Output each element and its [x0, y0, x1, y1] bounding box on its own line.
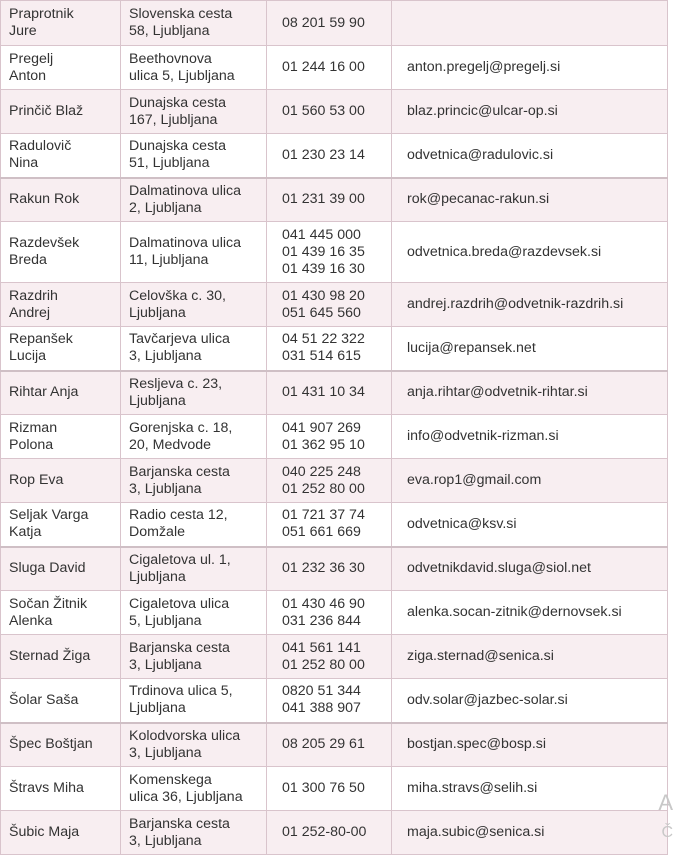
email-text: anton.pregelj@pregelj.si — [407, 59, 561, 75]
phone-line: 01 244 16 00 — [282, 59, 365, 75]
email-cell — [392, 222, 668, 283]
address-line: Dalmatinova ulica — [129, 182, 241, 199]
address-line: ulica 5, Ljubljana — [129, 67, 235, 84]
address-line: Cigaletova ulica — [129, 595, 230, 612]
address-cell — [121, 371, 267, 415]
address-cell — [121, 178, 267, 222]
address-line: Ljubljana — [129, 304, 186, 321]
phone-cell — [267, 547, 392, 591]
email-text: bostjan.spec@bosp.si — [407, 736, 547, 753]
phone-line: 01 430 46 90 — [282, 595, 365, 612]
email-cell — [392, 327, 668, 371]
email-cell — [392, 134, 668, 178]
name-cell — [1, 503, 121, 547]
address-line: Barjanska cesta — [129, 639, 230, 656]
email-cell — [392, 283, 668, 327]
address-line: Celovška c. 30, — [129, 287, 226, 304]
email-cell — [392, 547, 668, 591]
table-body — [1, 1, 668, 855]
email-text: blaz.princic@ulcar-op.si — [407, 103, 558, 119]
name-line: Rop Eva — [9, 472, 64, 488]
phone-line: 01 560 53 00 — [282, 103, 365, 119]
name-line: Katja — [9, 524, 42, 541]
name-line: Sternad Žiga — [9, 648, 91, 664]
address-line: 5, Ljubljana — [129, 612, 202, 629]
phone-line: 01 252 80 00 — [282, 656, 365, 673]
address-line: Cigaletova ul. 1, — [129, 551, 231, 568]
address-line: 3, Ljubljana — [129, 480, 202, 497]
email-text: odvetnica@ksv.si — [407, 515, 517, 532]
name-line: Rihtar Anja — [9, 384, 79, 401]
name-cell — [1, 547, 121, 591]
address-cell — [121, 415, 267, 459]
name-cell — [1, 679, 121, 723]
name-line: Štravs Miha — [9, 780, 84, 796]
phone-line: 041 561 141 — [282, 639, 361, 656]
name-cell — [1, 415, 121, 459]
address-line: Dalmatinova ulica — [129, 235, 241, 251]
email-text: maja.subic@senica.si — [407, 824, 545, 840]
phone-line: 041 388 907 — [282, 700, 361, 717]
phone-line: 041 445 000 — [282, 226, 361, 243]
address-cell — [121, 503, 267, 547]
address-line: 51, Ljubljana — [129, 155, 210, 172]
address-cell — [121, 635, 267, 679]
name-line: Šolar Saša — [9, 691, 79, 708]
name-line: Anton — [9, 67, 47, 84]
phone-line: 031 514 615 — [282, 348, 361, 365]
name-line: Jure — [9, 23, 37, 39]
address-cell — [121, 46, 267, 90]
table-row — [1, 222, 668, 283]
email-cell — [392, 1, 668, 46]
address-line: 20, Medvode — [129, 436, 212, 453]
email-text: ziga.sternad@senica.si — [407, 648, 554, 664]
phone-cell — [267, 767, 392, 811]
table-row — [1, 327, 668, 371]
name-line: Polona — [9, 436, 54, 453]
table-row — [1, 635, 668, 679]
address-cell — [121, 767, 267, 811]
address-line: Tavčarjeva ulica — [129, 331, 230, 348]
name-line: Špec Boštjan — [9, 736, 93, 753]
email-cell — [392, 635, 668, 679]
email-cell — [392, 503, 668, 547]
email-cell — [392, 459, 668, 503]
phone-cell — [267, 1, 392, 46]
phone-cell — [267, 503, 392, 547]
name-cell — [1, 283, 121, 327]
name-cell — [1, 134, 121, 178]
table-row — [1, 134, 668, 178]
email-text: rok@pecanac-rakun.si — [407, 191, 550, 208]
name-cell — [1, 327, 121, 371]
address-cell — [121, 134, 267, 178]
address-line: Gorenjska c. 18, — [129, 419, 233, 436]
address-line: Komenskega — [129, 771, 212, 788]
email-cell — [392, 811, 668, 855]
phone-line: 01 362 95 10 — [282, 436, 365, 453]
name-line: Seljak Varga — [9, 507, 89, 524]
phone-line: 04 51 22 322 — [282, 331, 365, 348]
address-line: Beethovnova — [129, 50, 212, 67]
phone-cell — [267, 46, 392, 90]
address-cell — [121, 283, 267, 327]
phone-line: 01 439 16 30 — [282, 260, 365, 277]
email-text: odvetnica.breda@razdevsek.si — [407, 243, 602, 260]
phone-cell — [267, 811, 392, 855]
phone-cell — [267, 90, 392, 134]
phone-line: 01 252 80 00 — [282, 480, 365, 497]
phone-line: 01 721 37 74 — [282, 507, 365, 524]
phone-cell — [267, 283, 392, 327]
phone-cell — [267, 635, 392, 679]
phone-cell — [267, 415, 392, 459]
email-text: miha.stravs@selih.si — [407, 780, 538, 796]
phone-line: 031 236 844 — [282, 612, 361, 629]
name-line: Rizman — [9, 419, 58, 436]
name-cell — [1, 90, 121, 134]
email-cell — [392, 679, 668, 723]
email-cell — [392, 767, 668, 811]
email-cell — [392, 591, 668, 635]
table-row — [1, 283, 668, 327]
table-row — [1, 679, 668, 723]
phone-line: 041 907 269 — [282, 419, 361, 436]
email-text: odv.solar@jazbec-solar.si — [407, 691, 568, 708]
email-text: anja.rihtar@odvetnik-rihtar.si — [407, 384, 588, 401]
address-cell — [121, 547, 267, 591]
phone-cell — [267, 371, 392, 415]
email-text: andrej.razdrih@odvetnik-razdrih.si — [407, 296, 624, 312]
name-cell — [1, 635, 121, 679]
address-line: ulica 36, Ljubljana — [129, 788, 243, 805]
table-row — [1, 415, 668, 459]
address-line: Domžale — [129, 524, 185, 541]
name-line: Rakun Rok — [9, 191, 80, 208]
email-cell — [392, 371, 668, 415]
phone-cell — [267, 459, 392, 503]
name-line: Lucija — [9, 348, 47, 365]
table-row — [1, 767, 668, 811]
address-line: 3, Ljubljana — [129, 348, 202, 365]
table-row — [1, 591, 668, 635]
table-row — [1, 459, 668, 503]
address-line: Kolodvorska ulica — [129, 727, 241, 744]
address-cell — [121, 723, 267, 767]
name-line: Razdevšek — [9, 235, 80, 251]
email-text: odvetnikdavid.sluga@siol.net — [407, 560, 591, 577]
watermark-line-2: Č — [661, 824, 673, 841]
phone-line: 01 431 10 34 — [282, 384, 365, 401]
name-line: Sluga David — [9, 560, 86, 577]
address-line: Barjanska cesta — [129, 815, 230, 832]
email-cell — [392, 178, 668, 222]
address-cell — [121, 459, 267, 503]
address-cell — [121, 1, 267, 46]
email-cell — [392, 46, 668, 90]
phone-line: 0820 51 344 — [282, 683, 361, 700]
address-line: 3, Ljubljana — [129, 656, 202, 673]
name-cell — [1, 459, 121, 503]
name-cell — [1, 767, 121, 811]
email-text: lucija@repansek.net — [407, 339, 536, 356]
address-line: Dunajska cesta — [129, 94, 226, 111]
email-cell — [392, 90, 668, 134]
name-cell — [1, 371, 121, 415]
table-row — [1, 811, 668, 855]
table-row — [1, 723, 668, 767]
watermark-line-1: A — [658, 790, 673, 815]
address-line: Radio cesta 12, — [129, 507, 228, 524]
name-cell — [1, 222, 121, 283]
name-line: Nina — [9, 155, 39, 172]
address-cell — [121, 591, 267, 635]
address-line: Slovenska cesta — [129, 6, 233, 22]
table-row — [1, 178, 668, 222]
address-line: Barjanska cesta — [129, 463, 230, 480]
phone-cell — [267, 178, 392, 222]
phone-line: 01 430 98 20 — [282, 287, 365, 304]
email-text: alenka.socan-zitnik@dernovsek.si — [407, 604, 622, 620]
name-line: Alenka — [9, 612, 53, 629]
phone-line: 01 230 23 14 — [282, 146, 365, 163]
phone-cell — [267, 222, 392, 283]
phone-cell — [267, 591, 392, 635]
email-cell — [392, 723, 668, 767]
address-line: 58, Ljubljana — [129, 23, 210, 39]
table-row — [1, 46, 668, 90]
address-cell — [121, 327, 267, 371]
table-row — [1, 547, 668, 591]
address-line: 2, Ljubljana — [129, 199, 202, 216]
address-line: Resljeva c. 23, — [129, 375, 223, 392]
address-line: Ljubljana — [129, 568, 186, 585]
name-cell — [1, 723, 121, 767]
table-row — [1, 90, 668, 134]
email-text: info@odvetnik-rizman.si — [407, 428, 559, 444]
name-line: Repanšek — [9, 331, 73, 348]
email-text: eva.rop1@gmail.com — [407, 472, 542, 488]
phone-cell — [267, 723, 392, 767]
table-row — [1, 1, 668, 46]
name-line: Radulovič — [9, 138, 72, 155]
phone-line: 01 232 36 30 — [282, 560, 365, 577]
address-line: Trdinova ulica 5, — [129, 683, 233, 700]
address-line: Ljubljana — [129, 700, 186, 717]
phone-cell — [267, 134, 392, 178]
address-line: Ljubljana — [129, 392, 186, 409]
email-cell — [392, 415, 668, 459]
address-cell — [121, 90, 267, 134]
address-cell — [121, 222, 267, 283]
name-line: Breda — [9, 252, 47, 268]
name-line: Sočan Žitnik — [9, 595, 88, 612]
table-row — [1, 503, 668, 547]
address-cell — [121, 679, 267, 723]
phone-line: 051 661 669 — [282, 524, 361, 541]
address-line: Dunajska cesta — [129, 138, 226, 155]
name-cell — [1, 46, 121, 90]
address-line: 3, Ljubljana — [129, 832, 202, 849]
address-line: 3, Ljubljana — [129, 744, 202, 761]
phone-line: 01 252-80-00 — [282, 824, 367, 840]
phone-cell — [267, 679, 392, 723]
address-line: 11, Ljubljana — [129, 252, 209, 268]
phone-line: 040 225 248 — [282, 463, 361, 480]
name-line: Pregelj — [9, 50, 54, 67]
name-cell — [1, 1, 121, 46]
email-text: odvetnica@radulovic.si — [407, 146, 554, 163]
phone-line: 08 201 59 90 — [282, 14, 365, 31]
name-line: Šubic Maja — [9, 824, 80, 840]
phone-line: 01 231 39 00 — [282, 191, 365, 208]
name-line: Praprotnik — [9, 6, 74, 22]
name-line: Prinčič Blaž — [9, 103, 84, 119]
name-cell — [1, 591, 121, 635]
phone-line: 01 439 16 35 — [282, 243, 365, 260]
phone-line: 01 300 76 50 — [282, 780, 365, 796]
address-cell — [121, 811, 267, 855]
name-line: Razdrih — [9, 287, 58, 304]
address-line: 167, Ljubljana — [129, 111, 218, 128]
name-cell — [1, 178, 121, 222]
table-row — [1, 371, 668, 415]
phone-line: 051 645 560 — [282, 304, 361, 321]
phone-line: 08 205 29 61 — [282, 736, 365, 753]
name-line: Andrej — [9, 304, 51, 321]
phone-cell — [267, 327, 392, 371]
name-cell — [1, 811, 121, 855]
